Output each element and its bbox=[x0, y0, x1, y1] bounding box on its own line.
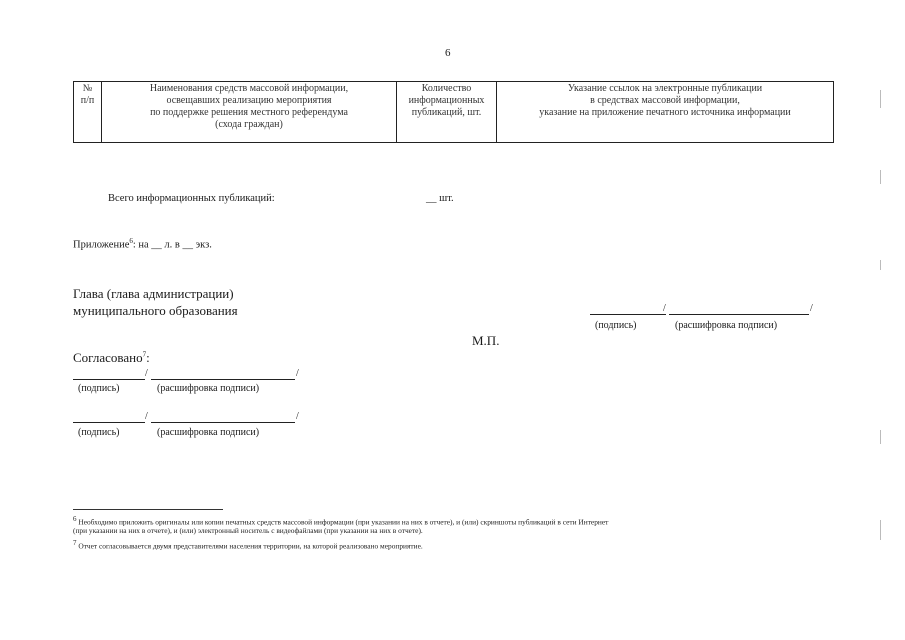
footnote-6-text-1: Необходимо приложить оригиналы или копии печатных средств массовой информации (при указании на них в отчете), и (или) скриншоты публикаций в сети Интернет bbox=[78, 517, 609, 527]
stamp-placeholder: М.П. bbox=[472, 333, 500, 348]
footnote-7 bbox=[73, 538, 423, 551]
footnote-7-mark: 7 bbox=[73, 539, 77, 547]
head-signature-caption: (подпись) bbox=[595, 320, 637, 331]
agreed-decode-caption-2: (расшифровка подписи) bbox=[157, 427, 260, 438]
head-slash-1: / bbox=[663, 303, 666, 314]
agreed-signature-line-1 bbox=[73, 379, 145, 380]
head-title-line1: Глава (глава администрации) bbox=[73, 286, 234, 301]
agreed-decode-line-1 bbox=[151, 379, 295, 380]
scan-artifact bbox=[880, 430, 881, 444]
agreed-heading: Согласовано$^7$: bbox=[73, 350, 150, 365]
agreed-label: Согласовано bbox=[73, 350, 143, 365]
agreed-footnote-mark: 7 bbox=[142, 350, 147, 359]
publications-table bbox=[73, 81, 834, 143]
appendix-line bbox=[73, 237, 212, 251]
table-header-row bbox=[74, 82, 834, 143]
agreed-slash-2b: / bbox=[296, 411, 299, 422]
header-media-name: Наименования средств массовой информации, освещавших реализацию мероприятия по поддержке решения местного референдума (схода граждан) bbox=[102, 82, 397, 143]
footnote-6-mark: 6 bbox=[73, 515, 77, 523]
agreed-signature-caption-1: (подпись) bbox=[78, 383, 120, 394]
header-number: № п/п bbox=[74, 82, 102, 143]
head-decode-caption: (расшифровка подписи) bbox=[675, 320, 778, 331]
scan-artifact bbox=[880, 170, 881, 184]
head-signature-line bbox=[590, 314, 666, 315]
page-number: 6 bbox=[445, 47, 451, 59]
appendix-label: Приложение bbox=[73, 239, 130, 251]
agreed-slash-1a: / bbox=[145, 368, 148, 379]
agreed-signature-line-2 bbox=[73, 422, 145, 423]
head-slash-2: / bbox=[810, 303, 813, 314]
total-label: Всего информационных публикаций: bbox=[108, 193, 275, 204]
total-value: __ шт. bbox=[426, 193, 454, 204]
scan-artifact bbox=[880, 260, 881, 270]
header-publication-count: Количество информационных публикаций, шт. bbox=[397, 82, 497, 143]
footnote-separator bbox=[73, 509, 223, 510]
footnote-7-text: Отчет согласовывается двумя представителями населения территории, на которой реализовано мероприятие. bbox=[78, 541, 423, 551]
scan-artifact bbox=[880, 520, 881, 540]
scan-artifact bbox=[880, 90, 881, 108]
footnote-6-text-2: (при указании на них в отчете), и (или) электронный носитель с видеофайлами (при указании на них в отчете). bbox=[73, 526, 423, 535]
agreed-decode-line-2 bbox=[151, 422, 295, 423]
agreed-slash-2a: / bbox=[145, 411, 148, 422]
header-links: Указание ссылок на электронные публикации в средствах массовой информации, указание на приложение печатного источника информации bbox=[497, 82, 834, 143]
agreed-slash-1b: / bbox=[296, 368, 299, 379]
head-decode-line bbox=[669, 314, 809, 315]
agreed-decode-caption-1: (расшифровка подписи) bbox=[157, 383, 260, 394]
head-title-line2: муниципального образования bbox=[73, 303, 238, 318]
agreed-signature-caption-2: (подпись) bbox=[78, 427, 120, 438]
appendix-footnote-mark: 6 bbox=[129, 237, 133, 245]
appendix-text: : на __ л. в __ экз. bbox=[132, 239, 212, 251]
